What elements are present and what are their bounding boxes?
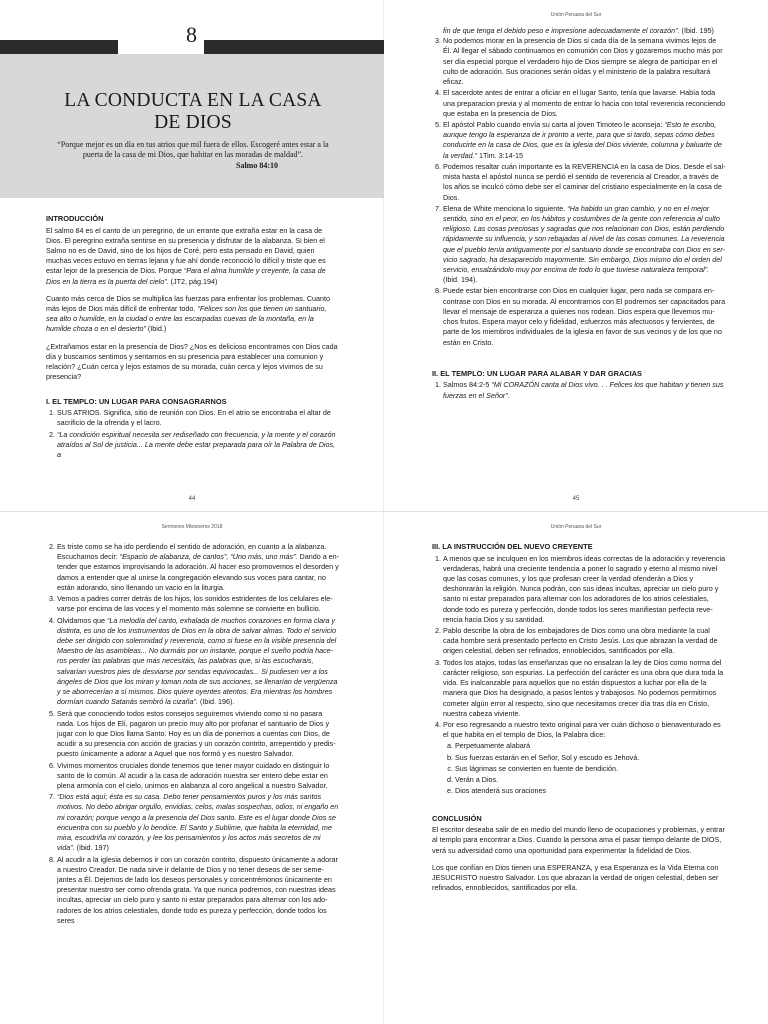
page-45 bbox=[384, 0, 768, 512]
epigraph bbox=[56, 140, 330, 171]
section-2-list-cont bbox=[46, 542, 340, 926]
sub-list-item: d. Verán a Dios. bbox=[455, 775, 726, 785]
list-item: 7. Elena de White menciona lo siguiente. “Ha habido un gran cambio, y no en el mejor sentido, sino en el peor, en los hábitos y costumbres de la gente con referencia al culto religioso. Las cosas preciosas y sagradas que nos relacionan con Dios, están perdiendo rápidamente su influencia, y son rebajadas al nivel de las cosas comunes. La reverencia que el pueblo tenía antiguamente por el santuario donde se encontraba con Dios en servicio sagrado, ha desaparecido mayormente. Sin embargo, Dios mismo dio el orden del servicio, ensalzándolo muy por encima de todo lo que tuviese naturaleza temporal”. (Ibid. 194). bbox=[443, 204, 726, 286]
title-line-2: DE DIOS bbox=[154, 111, 232, 133]
list-item: 5. El apóstol Pablo cuando envía su carta al joven Timoteo le aconseja: “Esto te escribo, aunque tengo la esperanza de ir pronto a verte, para que si tardo, sepas cómo debes conducirte en la casa de Dios, que es la iglesia del Dios viviente, columna y baluarte de la verdad.” 1Tim. 3:14-15 bbox=[443, 120, 726, 161]
section-3-heading: III. LA INSTRUCCIÓN DEL NUEVO CREYENTE bbox=[432, 542, 593, 551]
intro-paragraph-2: Cuanto más cerca de Dios se multiplica las fuerzas para enfrentar los problemas. Cuanto más lejos de Dios más difícil de enfrentar todo. “Felices son los que tienen un santuario, sea alto o humilde, en la ciudad o entre las escarpadas cuevas de la montaña, en la humilde choza o en el desierto” (Ibid.) bbox=[46, 293, 331, 334]
list-item: 5. Será que conociendo todos estos consejos seguiremos viviendo como si no pasara nada. Los hijos de Elí, pagaron un precio muy alto por profanar el santuario de Dios y jugar con lo que Dios llama Santo. Hoy es un día de ponernos a cuentas con Dios, de acudir a su presencia con acción de gracias y un corazón contrito, arrepentido y predispuesto únicamente a adorar a Aquel que nos formó y es nuestro Salvador. bbox=[57, 709, 340, 760]
list-item: 4. Por eso regresando a nuestro texto original para ver cuán dichoso o bienaventurado es el que habita en el templo de Dios, la Palabra dice: a. Perpetuamente alabará b. Sus fuerzas estarán en el Señor, Sol y escudo es Jehová. c. Sus lágrimas se convierten en fuente de bendición. d. Verán a Dios. e. Dios atenderá sus oraciones bbox=[443, 720, 726, 797]
section-1-list bbox=[46, 408, 338, 460]
epigraph-source: Salmo 84:10 bbox=[236, 160, 278, 170]
section-2-heading: II. EL TEMPLO: UN LUGAR PARA ALABAR Y DAR GRACIAS bbox=[432, 368, 642, 378]
sermon-title bbox=[40, 90, 346, 134]
intro-paragraph-1: El salmo 84 es el canto de un peregrino, de un errante que extraña estar en la casa de Dios. El peregrino extraña sentirse en su presencia y disfrutar de la alabanza. Si bien el Salmo no es de David, sino de los hijos de Coré, pero esta pensado en David, quien muchas veces estuvo en tierras lejana y fue ahí donde reconoció lo difícil y triste que es estar lejor de la presencia de Dios. Porque “Para el alma humilde y creyente, la casa de Dios en la tierra es la puerta del cielo”. (JT2, pág.194) bbox=[46, 225, 326, 286]
page-44 bbox=[0, 0, 384, 512]
list-item: 8. Al acudir a la iglesia debemos ir con un corazón contrito, dispuesto únicamente a adorar a nuestro Creador. De nada sirve ir delante de Dios y no tener deseos de ser semejantes a Él. Dejemos de lado los deseos personales y concentrémonos únicamente en presentar nuestro ser como ofrenda grata. Ya que nunca podremos, con nuestras ideas incultas, apreciar un cielo puro y santo ni estar preparados para alternar con los adoradores de los atrios celestiales, donde todo es pureza y perfección, donde todos los seres bbox=[57, 855, 340, 927]
conclusion-heading: CONCLUSIÓN bbox=[432, 813, 482, 823]
page-47 bbox=[384, 512, 768, 1024]
list-item: 3. Vemos a padres correr detrás de los hijos, los sonidos estridentes de los celulares elevarse por encima de las voces y el momento más solemne se convierte en bullicio. bbox=[57, 594, 340, 614]
intro-heading: INTRODUCCIÓN bbox=[46, 214, 104, 223]
section-2-list bbox=[432, 380, 726, 400]
p47-body bbox=[432, 542, 726, 893]
continued-text: fin de que tenga el debido peso e impresione adecuadamente el corazón”. (Ibid. 195) bbox=[443, 26, 714, 35]
page-number: 45 bbox=[572, 496, 580, 503]
page-46 bbox=[0, 512, 384, 1024]
running-head: Unión Peruana del Sur bbox=[550, 524, 602, 530]
sub-list-item: c. Sus lágrimas se convierten en fuente de bendición. bbox=[455, 764, 726, 774]
list-item: 2. Pablo describe la obra de los embajadores de Dios como una obra mediante la cual cada hombre será presentado perfecto en Cristo Jesús. Los que abrazan la verdad de origen celestial, deben ser refinados, ennoblecidos, santificados por ella. bbox=[443, 626, 726, 657]
list-item: 1. A menos que se inculquen en los miembros ideas correctas de la adoración y reverencia verdaderas, habrá una creciente tendencia a poner lo sagrado y eterno al mismo nivel que las cosas comunes, y los que profesan creer la verdad ofenderán a Dios y deshonrarán la religión. Nunca podrán, con sus ideas incultas, apreciar un cielo puro y santo ni estar preparados para alternar con los adoradores de los atrios celestiales, donde todo es pureza y perfección, donde todos los seres manifiestan perfecta reverencia hacia Dios y su santidad. bbox=[443, 554, 726, 626]
p45-body bbox=[432, 26, 726, 402]
p44-body bbox=[46, 214, 338, 461]
intro-paragraph-3: ¿Extrañamos estar en la presencia de Dios? ¿Nos es delicioso encontramos con Dios cada día y buscamos sentimos y sentarnos en su presencia para establecer una comunion y relación? ¿Cuán cerca y lejos estamos de su morada, cuán cerca y lejos vivimos de su presencia? bbox=[46, 341, 338, 382]
list-item: 3. No podemos morar en la presencia de Dios si cada día de la semana vivimos lejos de Él. Al llegar el sábado continuamos en comunión con Dios y gozaremos mucho más por ser día especial porque el verdadero hijo de Dios siempre se alegra de participar en el culto de adoración. Sus oraciones serán oídas y el ministerio de la palabra resultará eficaz. bbox=[443, 36, 726, 87]
section-1-heading: I. EL TEMPLO: UN LUGAR PARA CONSAGRARNOS bbox=[46, 396, 227, 406]
conclusion-paragraph-2: Los que confían en Dios tienen una ESPERANZA, y esa Esperanza es la Vida Eterna con JESUCRISTO nuestro Salvador. Los que abrazan la verdad de origen celestial, deben ser refinados, ennoblecidos, santificados por ella. bbox=[432, 862, 719, 893]
sub-list-item: b. Sus fuerzas estarán en el Señor, Sol y escudo es Jehová. bbox=[455, 753, 726, 763]
list-item: 2. Es triste como se ha ido perdiendo el sentido de adoración, en cuanto a la alabanza. Escuchamos decir: “Espacio de alabanza, de cantos”, “Uno más, uno más”. Dando a entender que estamos improvisando la adoración. Al hacer eso promovemos el desorden y damos a entender que al unirse la congregación elevando sus voces para cantar, no están adorando, sino llenando un vacio en la liturgia. bbox=[57, 542, 340, 593]
list-item: 3. Todos los atajos, todas las enseñanzas que no ensalzan la ley de Dios como norma del carácter religioso, son espurias. La perfección del carácter es una obra que dura toda la vida. Es inalcanzable para aquellos que no están dispuestos a luchar por ella de la manera que Dios ha designado, a pasos lentos y trabajosos. No podemos permitirnos cometer algún error al respecto, sino que necesitamos crecer día tras día en Cristo, nuestra cabeza viviente. bbox=[443, 658, 726, 719]
list-item: 8. Puede estar bien encontrarse con Dios en cualquier lugar, pero nada se compara encontrase con Dios en su morada. Al encontrarnos con El podremos ser capacitados para llevar el mensaje de esperanza a quienes nos rodean. Dios espera que llevemos muchos frutos. Espera mayor celo y fidelidad, esfuerzos más afectuosos y fervientes, de parte de los miembros individuales de la iglesia en favor de sus vecinos y de los que no están en Cristo. bbox=[443, 286, 726, 347]
list-item: 4. El sacerdote antes de entrar a oficiar en el lugar Santo, tenía que lavarse. Había toda una preparacion previa y al momento de entrar lo hacia con total reverencia reconciendo que estaba en la presencia de Dios. bbox=[443, 88, 726, 119]
list-item: 1. SUS ATRIOS. Significa, sitio de reunión con Dios. En el atrio se encontraba el altar de sacrificio de la ofrenda y el lacro. bbox=[57, 408, 338, 428]
running-head: Sermones Misioneros 2018 bbox=[161, 524, 223, 530]
list-item: 2. “La condición espiritual necesita ser rediseñado con frecuencia, y la mente y el corazón atraídos al Sol de justicia... La mente debe estar preparada para oír la Palabra de Dios, a bbox=[57, 430, 338, 461]
conclusion-paragraph-1: El escritor deseaba salir de en medio del mundo lleno de ocupaciones y problemas, y entrar al templo para encontrar a Dios. Cuando la persona ama el pasar tiempo delante de DIOS, verá su adversidad como una oportunidad para experimentar la fidelidad de Dios. bbox=[432, 825, 725, 855]
sub-list-item: a. Perpetuamente alabará bbox=[455, 741, 726, 751]
list-item: 6. Vivimos momentos cruciales donde tenemos que tener mayor cuidado en distinguir lo santo de lo común. Al acudir a la casa de adoración nuestra ser entero debe estar en plena armonía con el cielo, unirnos en alabanza al coro angelical a nuestro Salvador. bbox=[57, 761, 340, 792]
sub-list-item: e. Dios atenderá sus oraciones bbox=[455, 786, 726, 796]
title-line-1: LA CONDUCTA EN LA CASA bbox=[64, 90, 322, 111]
list-item: 6. Podemos resaltar cuán importante es la REVERENCIA en la casa de Dios. Desde el salmista hasta el apóstol nunca se perdió el sentido de reverencia al Creador, a través de los años se inculcó cómo debe ser el caminar del cristiano especialmente en la casa de Dios. bbox=[443, 162, 726, 203]
date-label: agosto bbox=[140, 40, 170, 52]
p46-body bbox=[46, 542, 340, 927]
list-item: 4. Olvidamos que “La melodía del canto, exhalada de muchos corazones en forma clara y distinta, es uno de los instrumentos de Dios en la obra de salvar almas. Todo el servicio debe ser dirigido con solemnidad y reverencia, como si fuese en la visible presencia del Maestro de las asambleas... No durmáis por un instante, porque el sueño podría haceros perder las palabras que más necesitáis, las palabras que, si las escucharais, salvarían vuestros pies de desviarse por sendas equivocadas... Si pudiesen ver a los ángeles de Dios que los miran y toman nota de sus acciones, se llenarían de vergüenza y se aborrecerían a sí mismos. Dios quiere oyentes atentos. Era mientras los hombres dormían cuando Satanás sembró la cizaña”. (Ibid. 196). bbox=[57, 616, 340, 708]
section-3-list bbox=[432, 554, 726, 797]
day-number: 8 bbox=[186, 22, 197, 47]
list-item: 1. Salmos 84:2-5 “Mi CORAZÓN canta al Dios vivo. . . Felices los que habitan y tienen sus fuerzas en el Señor”. bbox=[443, 380, 726, 400]
page-number: 44 bbox=[188, 496, 196, 503]
running-head: Unión Peruana del Sur bbox=[550, 12, 602, 18]
section-1-list-cont bbox=[432, 36, 726, 348]
epigraph-text: “Porque mejor es un día en tus atrios que mil fuera de ellos. Escogeré antes estar a la puerta de la casa de mi Dios, que habitar en las moradas de maldad”. bbox=[57, 140, 329, 160]
sub-list bbox=[443, 741, 726, 796]
list-item: 7. “Dios está aquí; ésta es su casa. Debo tener pensamientos puros y los más santos motivos. No debo abrigar orgullo, envidias, celos, malas sospechas, odios, ni engaño en mi corazón; porque vengo a la presencia del Dios santo. Este es el lugar donde Dios se encuentra con su pueblo y lo bendice. El Santo y Sublime, que habita la eternidad, me mira, escudriña mi corazón, y lee los pensamientos y los actos más secretos de mi vida”. (Ibid. 197) bbox=[57, 792, 340, 853]
